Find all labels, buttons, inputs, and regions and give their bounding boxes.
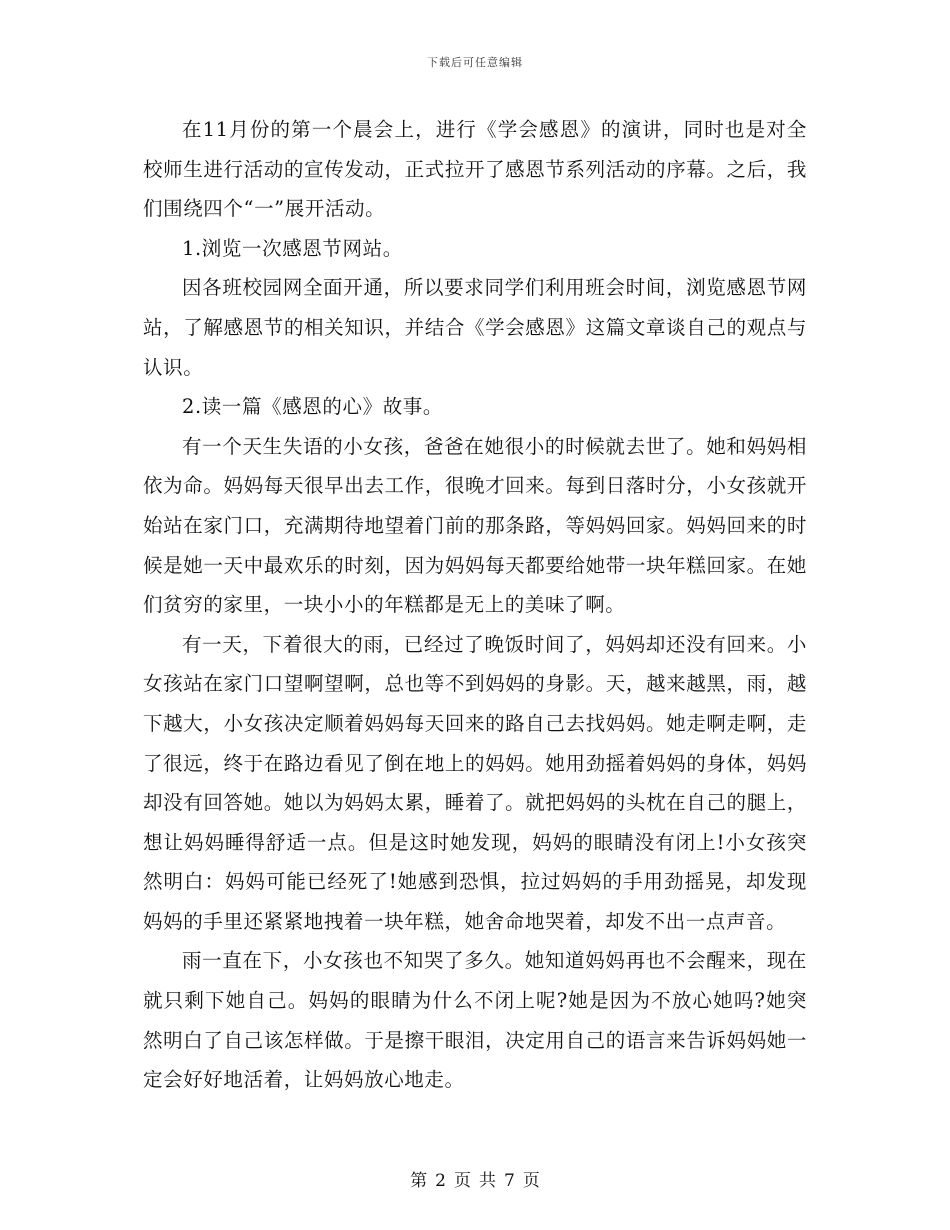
- page-footer: [0, 1166, 950, 1191]
- footer-current-page: 2: [435, 1171, 446, 1191]
- paragraph-intro: 在11月份的第一个晨会上，进行《学会感恩》的演讲，同时也是对全校师生进行活动的宣传发动，正式拉开了感恩节系列活动的序幕。之后，我们围绕四个“一”展开活动。: [143, 118, 807, 221]
- paragraph-story-1: 有一个天生失语的小女孩，爸爸在她很小的时候就去世了。她和妈妈相依为命。妈妈每天很早出去工作，很晚才回来。每到日落时分，小女孩就开始站在家门口，充满期待地望着门前的那条路，等妈妈回家。妈妈回来的时候是她一天中最欢乐的时刻，因为妈妈每天都要给她带一块年糕回家。在她们贫穷的家里，一块小小的年糕都是无上的美味了啊。: [143, 434, 807, 617]
- list-item-heading-2: 2.读一篇《感恩的心》故事。: [182, 395, 444, 419]
- paragraph-story-3: 雨一直在下，小女孩也不知哭了多久。她知道妈妈再也不会醒来，现在就只剩下她自己。妈妈的眼睛为什么不闭上呢?她是因为不放心她吗?她突然明白了自己该怎样做。于是擦干眼泪，决定用自己的语言来告诉妈妈她一定会好好地活着，让妈妈放心地走。: [143, 949, 807, 1092]
- footer-total-pages: 7: [504, 1171, 515, 1191]
- footer-total-word: 共: [479, 1171, 496, 1191]
- document-body: [143, 110, 807, 1100]
- page-header: 下载后可任意编辑: [427, 56, 523, 69]
- footer-page-word: 页: [454, 1171, 471, 1191]
- footer-suffix: 页: [522, 1171, 540, 1191]
- list-item-heading-1: 1.浏览一次感恩节网站。: [182, 236, 403, 260]
- paragraph-story-2: 有一天，下着很大的雨，已经过了晚饭时间了，妈妈却还没有回来。小女孩站在家门口望啊望啊，总也等不到妈妈的身影。天，越来越黑，雨，越下越大，小女孩决定顺着妈妈每天回来的路自己去找妈妈。她走啊走啊，走了很远，终于在路边看见了倒在地上的妈妈。她用劲摇着妈妈的身体，妈妈却没有回答她。她以为妈妈太累，睡着了。就把妈妈的头枕在自己的腿上，想让妈妈睡得舒适一点。但是这时她发现，妈妈的眼睛没有闭上!小女孩突然明白：妈妈可能已经死了!她感到恐惧，拉过妈妈的手用劲摇晃，却发现妈妈的手里还紧紧地拽着一块年糕，她舍命地哭着，却发不出一点声音。: [143, 632, 807, 933]
- paragraph-website: 因各班校园网全面开通，所以要求同学们利用班会时间，浏览感恩节网站，了解感恩节的相关知识，并结合《学会感恩》这篇文章谈自己的观点与认识。: [143, 276, 807, 379]
- footer-prefix: 第: [410, 1171, 428, 1191]
